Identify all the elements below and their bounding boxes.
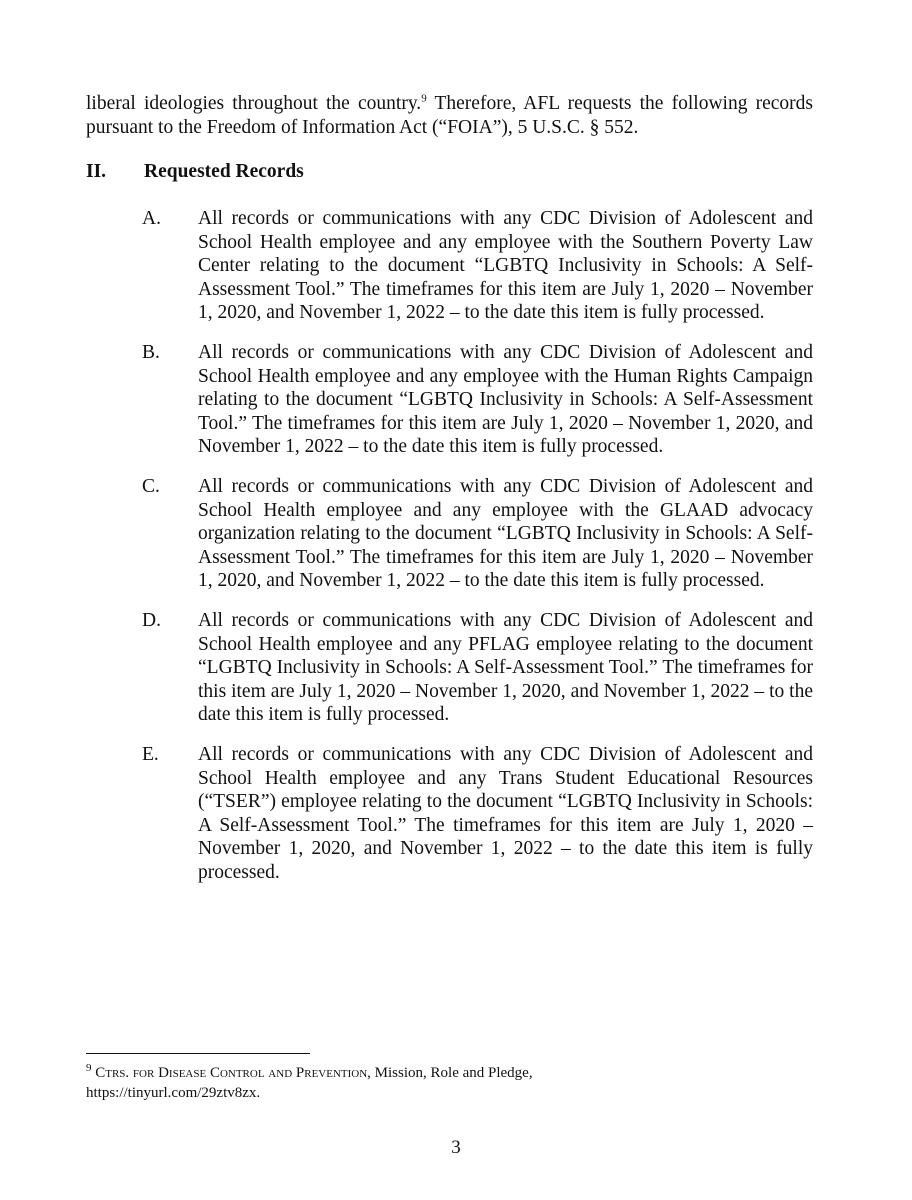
record-item-text: All records or communications with any CDC Division of Adolescent and School Health employee and any Trans Student Educational Resources (“TSER”) employee relating to the document “LGBTQ Inclusivity in Schools: A Self-Assessment Tool.” The timeframes for this item are July 1, 2020 – November 1, 2020, and November 1, 2022 – to the date this item is fully processed.	[198, 744, 813, 883]
record-item-text: All records or communications with any CDC Division of Adolescent and School Health employee and any employee with the Human Rights Campaign relating to the document “LGBTQ Inclusivity in Schools: A Self-Assessment Tool.” The timeframes for this item are July 1, 2020 – November 1, 2020, and November 1, 2022 – to the date this item is fully processed.	[198, 342, 813, 457]
section-number: II.	[86, 161, 107, 182]
footnote-source: Ctrs. for Disease Control and Prevention	[95, 1065, 368, 1081]
footnote-title: , Mission, Role and Pledge,	[367, 1065, 533, 1081]
intro-text-after: Therefore, AFL requests the following records pursuant to the Freedom of Information Act (“FOIA”), 5 U.S.C. § 552.	[86, 93, 813, 138]
footnote-number: 9	[86, 1062, 92, 1074]
record-item-c	[142, 475, 813, 593]
footnote-divider	[86, 1053, 310, 1054]
record-item-letter: E.	[142, 744, 159, 765]
intro-paragraph	[86, 92, 813, 139]
section-title: Requested Records	[144, 161, 304, 182]
record-item-b	[142, 341, 813, 459]
section-heading	[86, 160, 813, 184]
page-number: 3	[451, 1137, 461, 1158]
record-item-text: All records or communications with any CDC Division of Adolescent and School Health employee and any employee with the GLAAD advocacy organization relating to the document “LGBTQ Inclusivity in Schools: A Self-Assessment Tool.” The timeframes for this item are July 1, 2020 – November 1, 2020, and November 1, 2022 – to the date this item is fully processed.	[198, 476, 813, 591]
record-item-letter: C.	[142, 476, 160, 497]
footnote	[86, 1063, 813, 1103]
record-item-text: All records or communications with any CDC Division of Adolescent and School Health employee and any PFLAG employee relating to the document “LGBTQ Inclusivity in Schools: A Self-Assessment Tool.” The timeframes for this item are July 1, 2020 – November 1, 2020, and November 1, 2022 – to the date this item is fully processed.	[198, 610, 813, 725]
record-item-text: All records or communications with any CDC Division of Adolescent and School Health employee and any employee with the Southern Poverty Law Center relating to the document “LGBTQ Inclusivity in Schools: A Self-Assessment Tool.” The timeframes for this item are July 1, 2020 – November 1, 2020, and November 1, 2022 – to the date this item is fully processed.	[198, 208, 813, 323]
footnote-line-1	[86, 1063, 813, 1083]
intro-text-before: liberal ideologies throughout the country.	[86, 93, 422, 114]
footnote-reference: 9	[421, 92, 427, 105]
record-item-letter: D.	[142, 610, 161, 631]
footnote-url[interactable]: https://tinyurl.com/29ztv8zx.	[86, 1085, 261, 1101]
record-item-d	[142, 609, 813, 727]
record-item-e	[142, 743, 813, 884]
record-item-letter: B.	[142, 342, 160, 363]
record-item-letter: A.	[142, 208, 161, 229]
requested-records-list	[142, 207, 813, 901]
record-item-a	[142, 207, 813, 325]
